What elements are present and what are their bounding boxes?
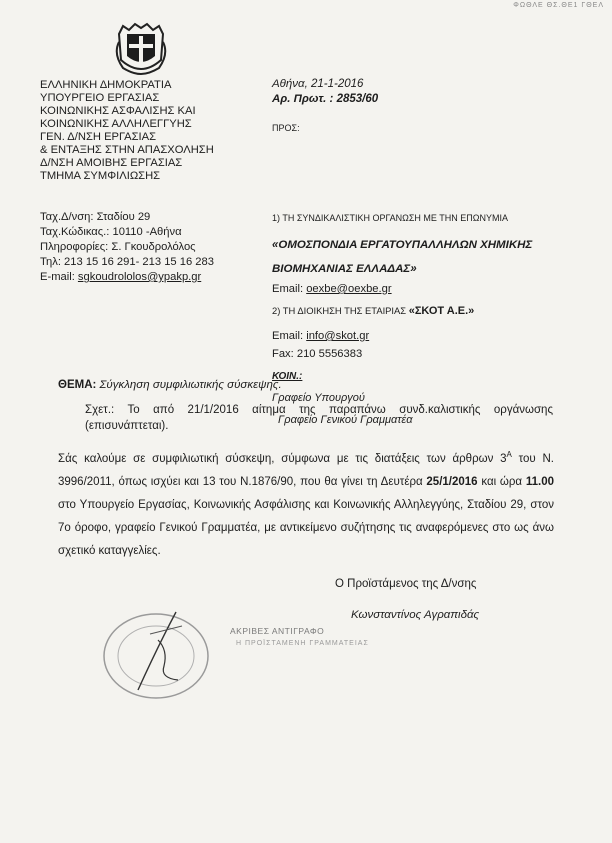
contact-address: Ταχ.Δ/νση: Σταδίου 29 bbox=[40, 211, 151, 223]
recipient-2-label: 2) ΤΗ ΔΙΟΙΚΗΣΗ ΤΗΣ ΕΤΑΙΡΙΑΣ bbox=[272, 305, 409, 316]
company-name: «ΣΚΟΤ Α.Ε.» bbox=[408, 305, 475, 317]
header-line: ΥΠΟΥΡΓΕΙΟ ΕΡΓΑΣΙΑΣ bbox=[40, 92, 160, 104]
recipient-2-email bbox=[272, 327, 369, 345]
header-line: & ΕΝΤΑΞΗΣ ΣΤΗΝ ΑΠΑΣΧΟΛΗΣΗ bbox=[40, 144, 214, 156]
recipient-1: 1) ΤΗ ΣΥΝΔΙΚΑΛΙΣΤΙΚΗ ΟΡΓΑΝΩΣΗ ΜΕ ΤΗΝ ΕΠΩΝΥΜΙΑ bbox=[272, 213, 508, 223]
contact-phone: Τηλ: 213 15 16 291- 213 15 16 283 bbox=[40, 256, 214, 268]
koin-recipient-1: Γραφείο Υπουργού bbox=[272, 392, 365, 404]
reference-label: Σχετ.: bbox=[85, 404, 115, 416]
recipient-organization-name bbox=[272, 233, 532, 281]
ministry-header bbox=[40, 79, 270, 183]
body-text: Σάς καλούμε σε συμφιλιωτική σύσκεψη, σύμφωνα με τις διατάξεις των άρθρων 3 bbox=[58, 452, 507, 465]
header-line: ΕΛΛΗΝΙΚΗ ΔΗΜΟΚΡΑΤΙΑ bbox=[40, 79, 172, 91]
email-label: Email: bbox=[272, 283, 307, 295]
header-line: ΚΟΙΝΩΝΙΚΗΣ ΑΣΦΑΛΙΣΗΣ ΚΑΙ bbox=[40, 105, 196, 117]
body-superscript: Α bbox=[506, 450, 512, 459]
koin-recipient-2: Γραφείο Γενικού Γραμματέα bbox=[278, 414, 413, 426]
koin-label: ΚΟΙΝ.: bbox=[272, 371, 303, 382]
header-line: ΚΟΙΝΩΝΙΚΗΣ ΑΛΛΗΛΕΓΓΥΗΣ bbox=[40, 118, 192, 130]
recipient-1-email bbox=[272, 283, 392, 295]
contact-email-link[interactable]: sgkoudrololos@ypakp.gr bbox=[77, 271, 202, 283]
fax-header-mark: ΦΩΘΛΕ ΘΣ.ΘΕ1 ΓΘΕΛ bbox=[513, 2, 604, 9]
header-line: ΤΜΗΜΑ ΣΥΜΦΙΛΙΩΣΗΣ bbox=[40, 170, 161, 182]
email-link[interactable]: info@skot.gr bbox=[306, 330, 370, 342]
email-label: Email: bbox=[272, 330, 307, 342]
body-text: του Ν. 3996/2011, όπως ισχύει και 13 του Ν.1876/90, που θα γίνει τη Δευτέρα bbox=[58, 452, 554, 488]
pros-label: ΠΡΟΣ: bbox=[272, 123, 300, 133]
reference-text: Το από 21/1/2016 αίτημα της παραπάνω συνδ.καλιστικής οργάνωσης (επισυνάπτεται). bbox=[85, 404, 553, 432]
contact-email-line bbox=[40, 270, 214, 285]
protocol-number: Αρ. Πρωτ. : 2853/60 bbox=[272, 93, 379, 105]
recipient-column bbox=[272, 77, 602, 426]
signature-name: Κωνσταντίνος Αγραπιδάς bbox=[351, 609, 480, 621]
header-line: ΓΕΝ. Δ/ΝΣΗ ΕΡΓΑΣΙΑΣ bbox=[40, 131, 156, 143]
contact-info-person: Πληροφορίες: Σ. Γκουδρολόλος bbox=[40, 241, 196, 253]
signature-title: Ο Προϊστάμενος της Δ/νσης bbox=[335, 578, 477, 590]
header-line: Δ/ΝΣΗ ΑΜΟΙΒΗΣ ΕΡΓΑΣΙΑΣ bbox=[40, 157, 183, 169]
contact-postal-code: Ταχ.Κώδικας.: 10110 -Αθήνα bbox=[40, 226, 182, 238]
greek-coat-of-arms-emblem bbox=[115, 22, 167, 76]
recipient-2-contact bbox=[272, 327, 369, 363]
contact-email-label: E-mail: bbox=[40, 271, 78, 283]
certified-copy-stamp-sub: Η ΠΡΟΪΣΤΑΜΕΝΗ ΓΡΑΜΜΑΤΕΙΑΣ bbox=[236, 640, 369, 647]
meeting-time: 11.00 bbox=[525, 475, 554, 488]
document-date: Αθήνα, 21-1-2016 bbox=[272, 78, 364, 90]
org-name-line: ΒΙΟΜΗΧΑΝΙΑΣ ΕΛΛΑΔΑΣ» bbox=[272, 263, 417, 275]
recipient-2-fax: Fax: 210 5556383 bbox=[272, 348, 363, 360]
reference-line bbox=[85, 402, 553, 434]
body-text: στο Υπουργείο Εργασίας, Κοινωνικής Ασφάλισης και Κοινωνικής Αλληλεγγύης, Σταδίου 29, στον 7ο όροφο, γραφείο Γενικού Γραμματέα, με αντικείμενο συζήτησης τις αναφερόμενες στο ως άνω σχετικό καταγγελίες. bbox=[58, 498, 554, 557]
letter-body bbox=[58, 443, 554, 563]
meeting-date: 25/1/2016 bbox=[426, 475, 478, 488]
email-link[interactable]: oexbe@oexbe.gr bbox=[306, 283, 392, 295]
body-text: και ώρα bbox=[477, 475, 526, 488]
recipient-2 bbox=[272, 305, 474, 317]
official-seal-stamp bbox=[98, 606, 214, 704]
subject-label: ΘΕΜΑ: bbox=[58, 379, 97, 391]
subject-line bbox=[58, 379, 282, 391]
contact-block bbox=[40, 210, 214, 285]
org-name-line: «ΟΜΟΣΠΟΝΔΙΑ ΕΡΓΑΤΟΥΠΑΛΛΗΛΩΝ ΧΗΜΙΚΗΣ bbox=[272, 239, 533, 251]
certified-copy-stamp: ΑΚΡΙΒΕΣ ΑΝΤΙΓΡΑΦΟ bbox=[230, 626, 325, 636]
subject-text: Σύγκληση συμφιλιωτικής σύσκεψης. bbox=[96, 379, 282, 391]
